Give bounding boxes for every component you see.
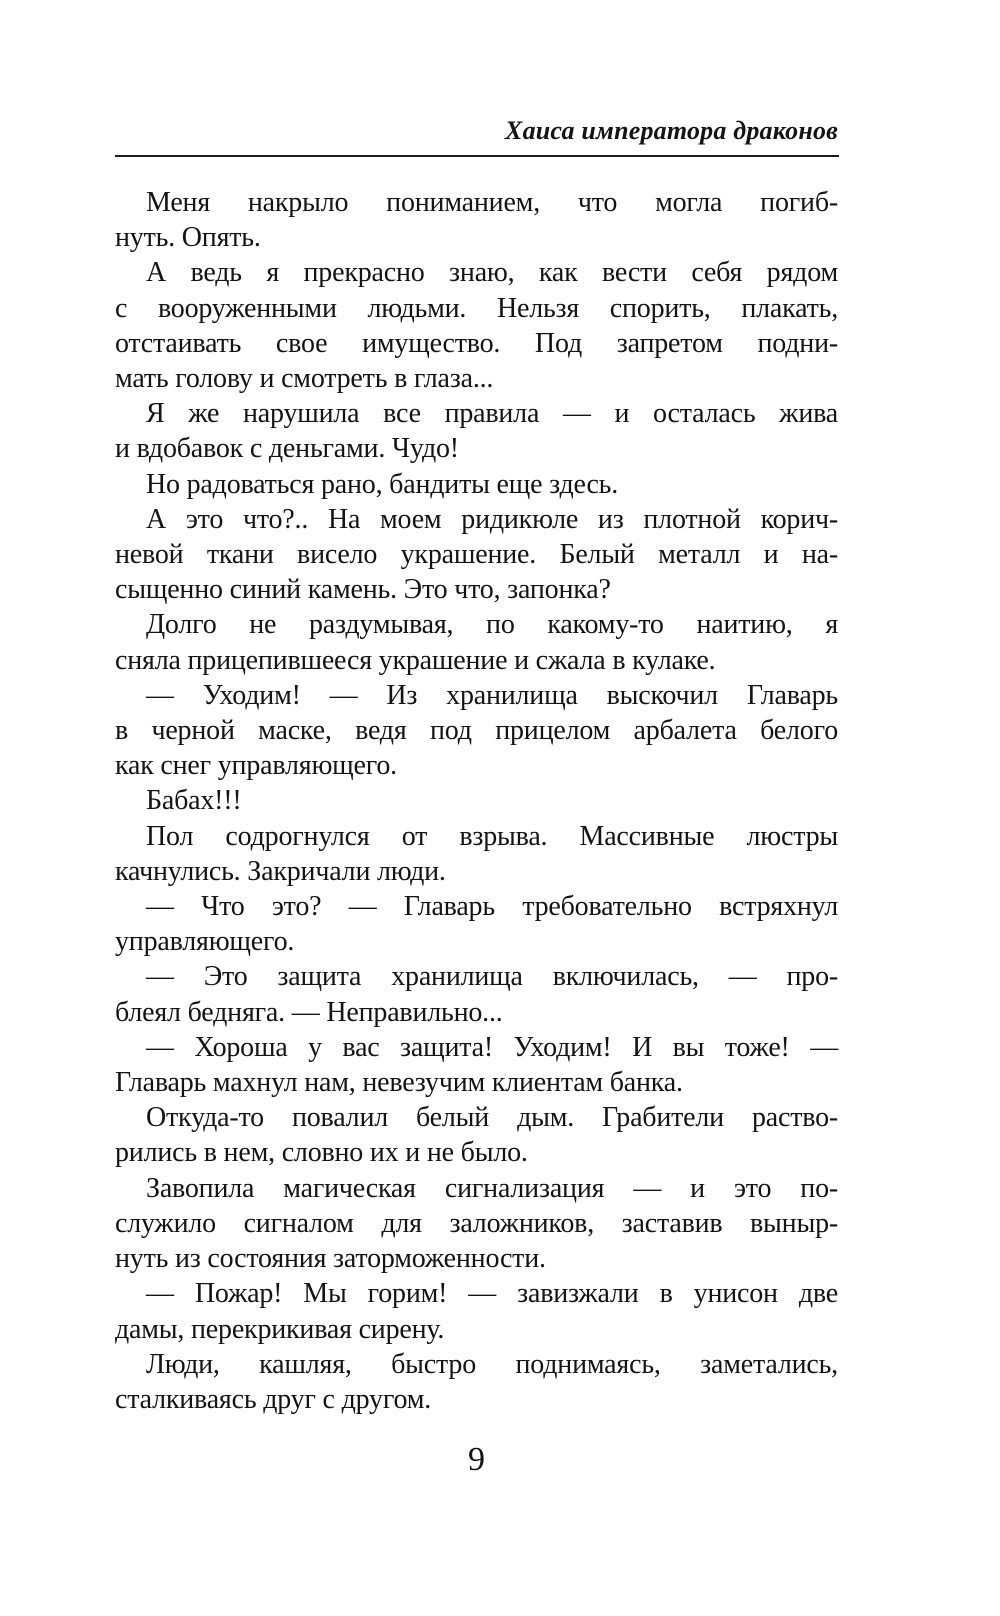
text-line: дамы, перекрикивая сирену. (115, 1313, 445, 1345)
text-line: в черной маске, ведя под прицелом арбалета белого (115, 715, 838, 747)
text-line: Долго не раздумывая, по какому-то наитию, я (146, 609, 838, 641)
text-line: Люди, кашляя, быстро поднимаясь, заметались, (146, 1348, 838, 1380)
paragraph (115, 783, 838, 818)
text-line: нуть из состояния заторможенности. (115, 1243, 546, 1275)
text-line: служило сигналом для заложников, заставив выныр- (115, 1207, 838, 1239)
paragraph (115, 1347, 838, 1417)
text-line: — Пожар! Мы горим! — завизжали в унисон две (146, 1278, 838, 1310)
running-header: Хаиса императора драконов (505, 116, 838, 145)
text-line: Бабах!!! (146, 785, 242, 817)
text-line: — Хороша у вас защита! Уходим! И вы тоже! — (146, 1031, 838, 1063)
text-line: Я же нарушила все правила — и осталась жива (146, 398, 838, 430)
text-line: — Что это? — Главарь требовательно встряхнул (146, 891, 838, 923)
text-line: сняла прицепившееся украшение и сжала в кулаке. (115, 644, 716, 676)
text-line: качнулись. Закричали люди. (115, 855, 446, 887)
text-line: Пол содрогнулся от взрыва. Массивные люстры (146, 820, 838, 852)
text-line: и вдобавок с деньгами. Чудо! (115, 433, 459, 465)
text-line: — Это защита хранилища включилась, — про- (146, 961, 838, 993)
paragraph (115, 889, 838, 959)
text-line: блеял бедняга. — Неправильно... (115, 996, 503, 1028)
text-line: Откуда-то повалил белый дым. Грабители раство- (146, 1102, 838, 1134)
paragraph (115, 396, 838, 466)
paragraph (115, 255, 838, 396)
text-line: — Уходим! — Из хранилища выскочил Главарь (146, 679, 838, 711)
page-number: 9 (468, 1441, 485, 1478)
paragraph (115, 185, 838, 255)
text-line: Меня накрыло пониманием, что могла погиб- (146, 187, 838, 218)
paragraph (115, 1030, 838, 1100)
text-line: управляющего. (115, 926, 295, 958)
page-body (115, 185, 838, 1417)
text-line: отстаивать свое имущество. Под запретом подни- (115, 327, 838, 359)
text-line: сыщенно синий камень. Это что, запонка? (115, 574, 611, 606)
paragraph (115, 959, 838, 1029)
text-line: А это что?.. На моем ридикюле из плотной корич- (146, 503, 838, 535)
text-line: А ведь я прекрасно знаю, как вести себя рядом (146, 257, 838, 289)
text-line: нуть. Опять. (115, 222, 261, 254)
text-line: мать голову и смотреть в глаза... (115, 363, 494, 395)
paragraph (115, 502, 838, 608)
header-rule (115, 155, 839, 157)
text-line: Завопила магическая сигнализация — и это по- (146, 1172, 838, 1204)
paragraph (115, 607, 838, 677)
text-line: Главарь махнул нам, невезучим клиентам банка. (115, 1067, 683, 1099)
paragraph (115, 1171, 838, 1277)
paragraph (115, 467, 838, 502)
paragraph (115, 1276, 838, 1346)
paragraph (115, 678, 838, 784)
text-line: невой ткани висело украшение. Белый металл и на- (115, 539, 838, 571)
text-line: сталкиваясь друг с другом. (115, 1383, 432, 1415)
text-line: как снег управляющего. (115, 750, 397, 782)
paragraph (115, 1100, 838, 1170)
text-line: рились в нем, словно их и не было. (115, 1137, 528, 1169)
text-line: Но радоваться рано, бандиты еще здесь. (146, 468, 619, 500)
paragraph (115, 819, 838, 889)
text-line: с вооруженными людьми. Нельзя спорить, плакать, (115, 292, 838, 324)
